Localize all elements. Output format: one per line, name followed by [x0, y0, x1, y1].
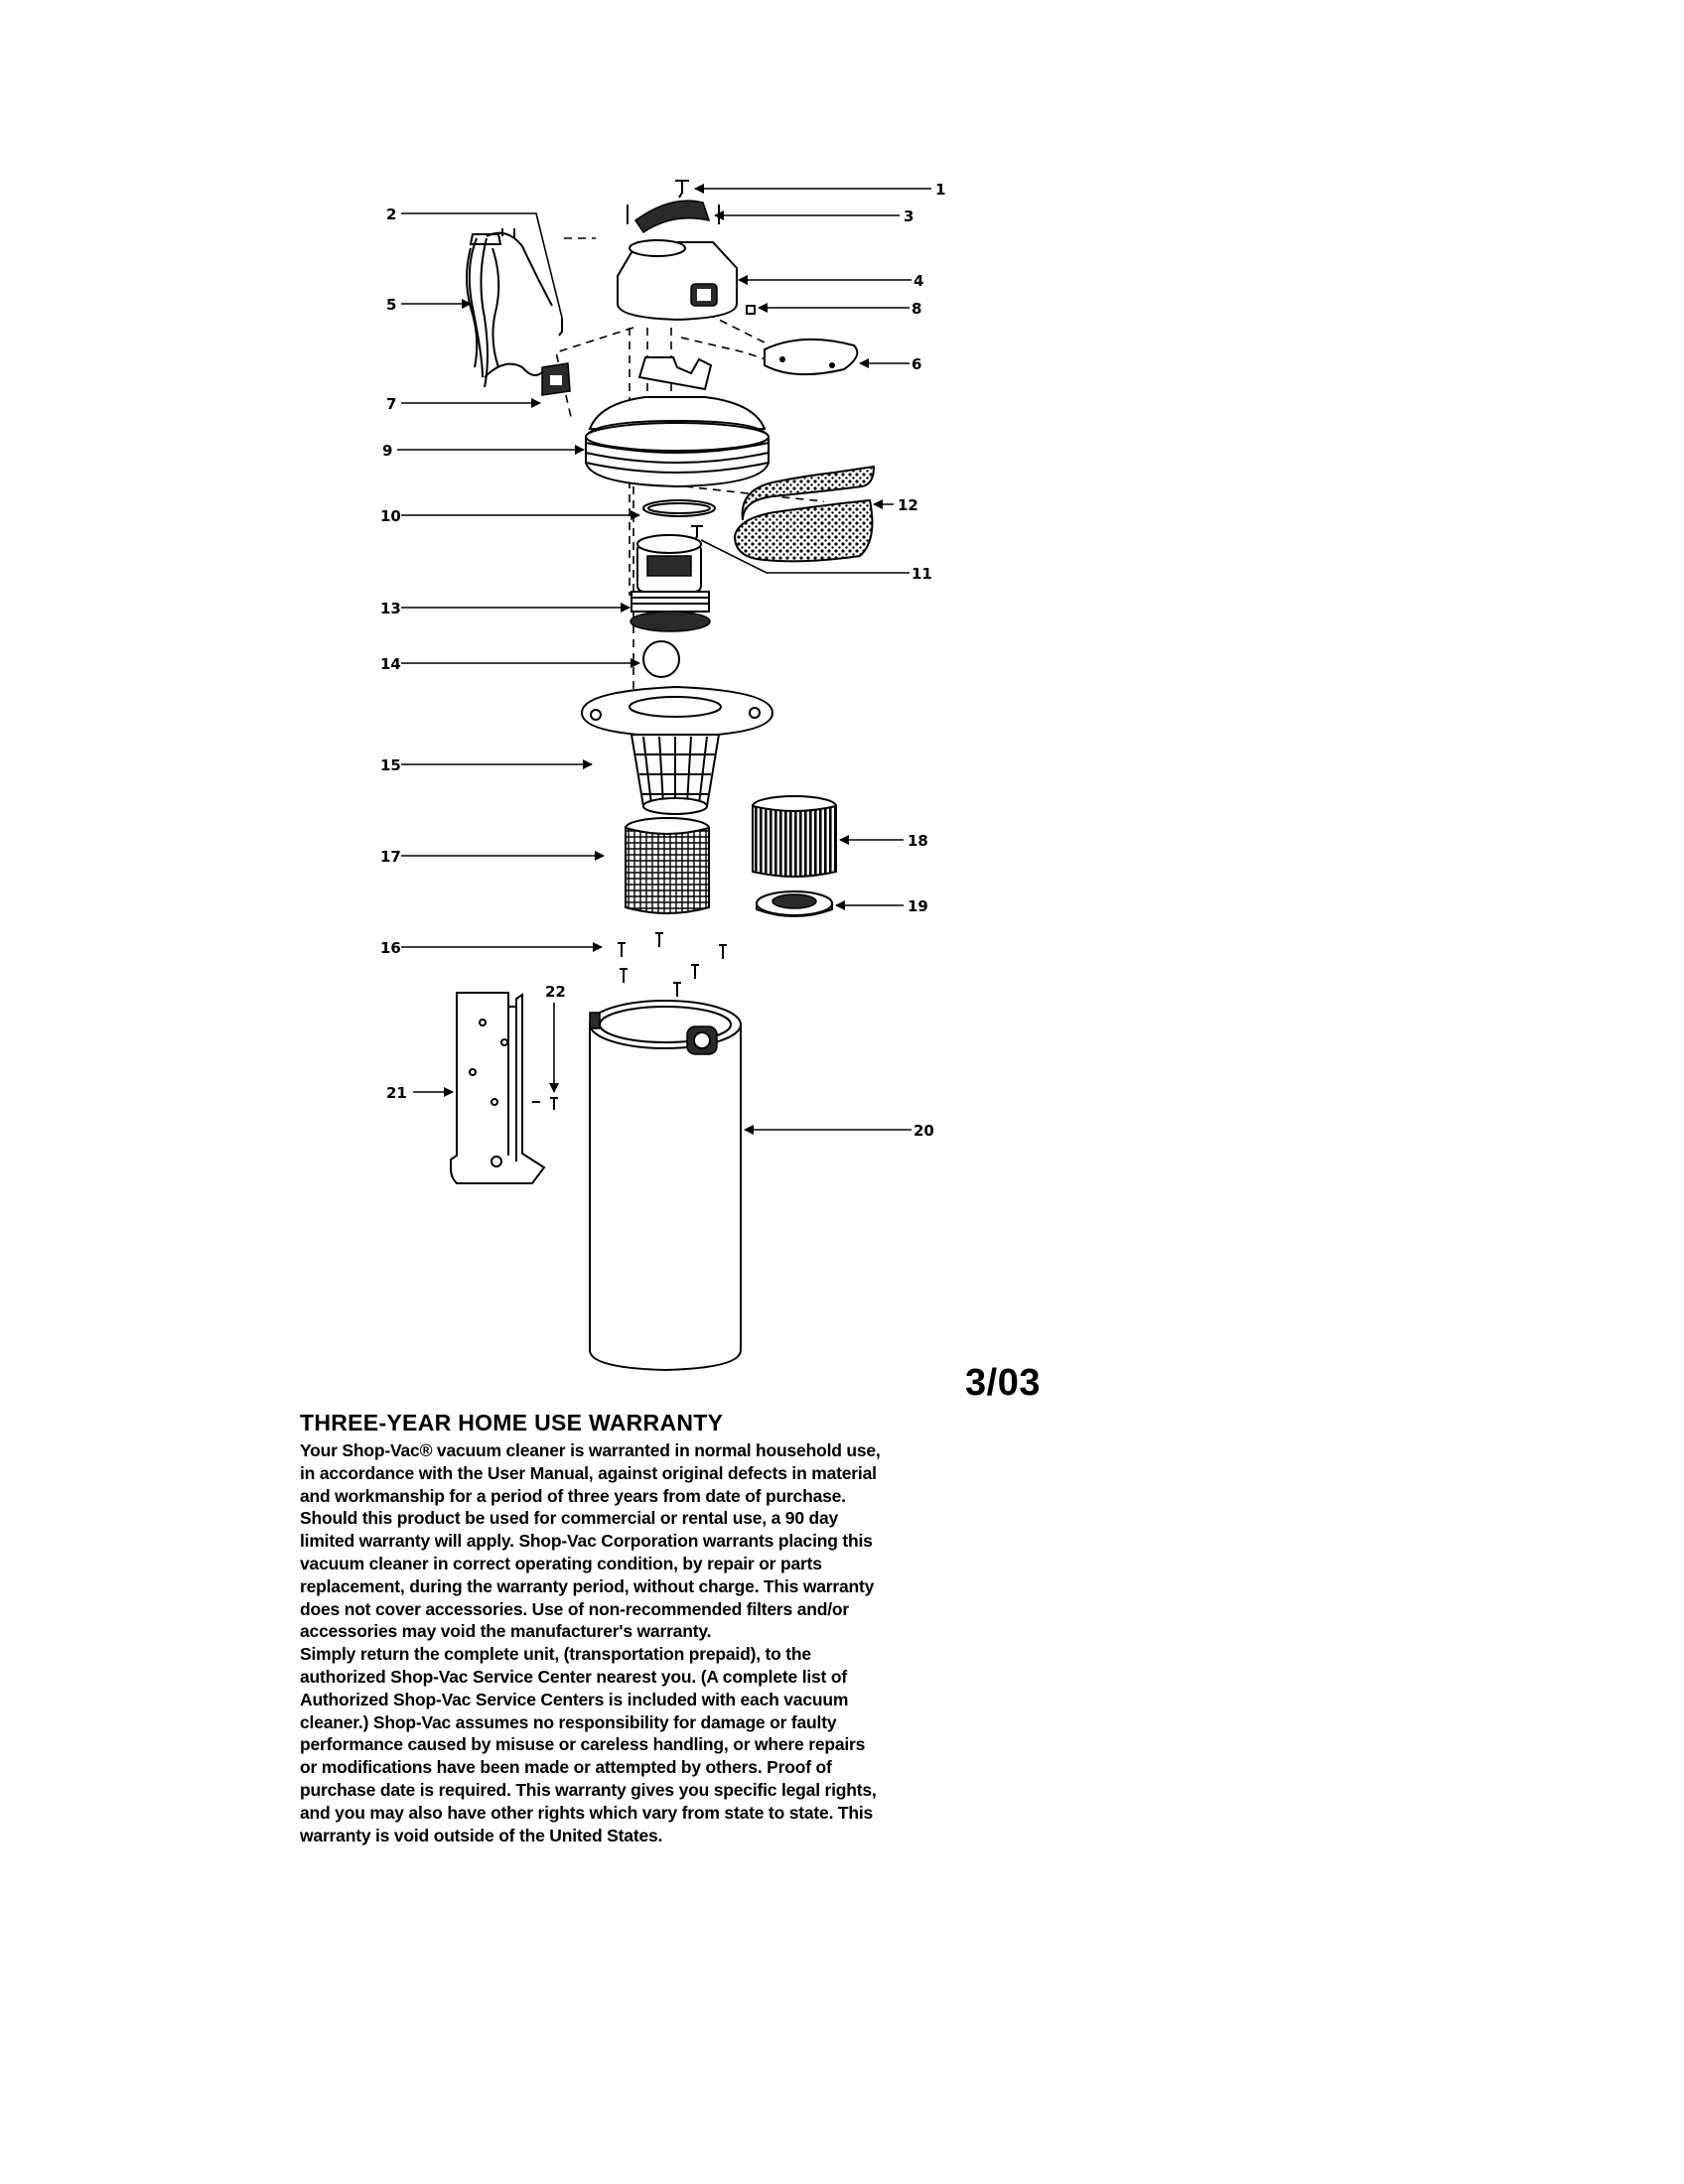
- callout-6: 6: [912, 355, 922, 373]
- part-22-screw: [532, 1098, 558, 1110]
- part-4-motor-cover: [618, 240, 737, 320]
- part-3-handle: [628, 201, 719, 232]
- part-10-ring: [643, 500, 715, 516]
- callout-4: 4: [913, 272, 924, 290]
- callout-2: 2: [386, 205, 397, 223]
- warranty-paragraph-1: Your Shop-Vac® vacuum cleaner is warranted in normal household use, in accordance with the User Manual, against original defects in material and workmanship for a period of three years from date of purchase. Should this product be used for commercial or rental use, a 90 day limited warranty will apply. Shop-Vac Corporation warrants placing this vacuum cleaner in correct operating condition, by repair or parts replacement, during the warranty period, without charge. This warranty does not cover accessories. Use of non-recommended filters and/or accessories may void the manufacturer's warranty.: [300, 1440, 881, 1642]
- callout-20: 20: [913, 1122, 934, 1140]
- part-8-screw: [747, 306, 755, 314]
- part-1-screw: [675, 181, 689, 198]
- part-9-motor-head: [586, 357, 769, 486]
- callout-7: 7: [386, 395, 397, 413]
- part-18-cartridge-filter: [753, 796, 836, 877]
- part-15-filter-cage: [582, 687, 772, 814]
- callout-18: 18: [908, 832, 928, 850]
- part-16-screws: [618, 933, 727, 997]
- part-14-float-ball: [643, 641, 679, 677]
- part-21-wall-bracket: [451, 993, 544, 1183]
- part-20-tank: [590, 1001, 741, 1370]
- date-code: 3/03: [965, 1362, 1041, 1404]
- callout-21: 21: [386, 1084, 407, 1102]
- callout-3: 3: [904, 207, 914, 225]
- callout-17: 17: [380, 848, 401, 866]
- part-5-power-cord: [467, 228, 552, 387]
- part-17-foam-sleeve: [626, 818, 709, 913]
- callout-19: 19: [908, 897, 928, 915]
- callout-13: 13: [380, 600, 401, 617]
- callout-14: 14: [380, 655, 401, 673]
- part-12-foam-filter: [735, 467, 874, 561]
- callout-15: 15: [380, 756, 401, 774]
- callout-1: 1: [935, 181, 946, 199]
- part-7-switch: [542, 363, 570, 395]
- callout-5: 5: [386, 296, 397, 314]
- callout-22: 22: [545, 983, 566, 1001]
- part-19-filter-retainer: [757, 891, 832, 916]
- warranty-section: [300, 1410, 886, 1846]
- callout-12: 12: [898, 496, 918, 514]
- warranty-paragraph-2: Simply return the complete unit, (transportation prepaid), to the authorized Shop-Vac Service Center nearest you. (A complete list of Authorized Shop-Vac Service Centers is included with each vacuum cleaner.) Shop-Vac assumes no responsibility for damage or faulty performance caused by misuse or careless handling, or where repairs or modifications have been made or attempted by others. Proof of purchase date is required. This warranty gives you specific legal rights, and you may also have other rights which vary from state to state. This warranty is void outside of the United States.: [300, 1644, 877, 1845]
- callout-9: 9: [382, 442, 393, 460]
- callout-10: 10: [380, 507, 401, 525]
- warranty-title: THREE-YEAR HOME USE WARRANTY: [300, 1410, 724, 1435]
- part-13-motor: [631, 535, 710, 631]
- callout-8: 8: [912, 300, 922, 318]
- callout-11: 11: [912, 565, 932, 583]
- part-6-cover-plate: [765, 340, 857, 374]
- part-2-screw: [559, 318, 562, 336]
- callout-16: 16: [380, 939, 401, 957]
